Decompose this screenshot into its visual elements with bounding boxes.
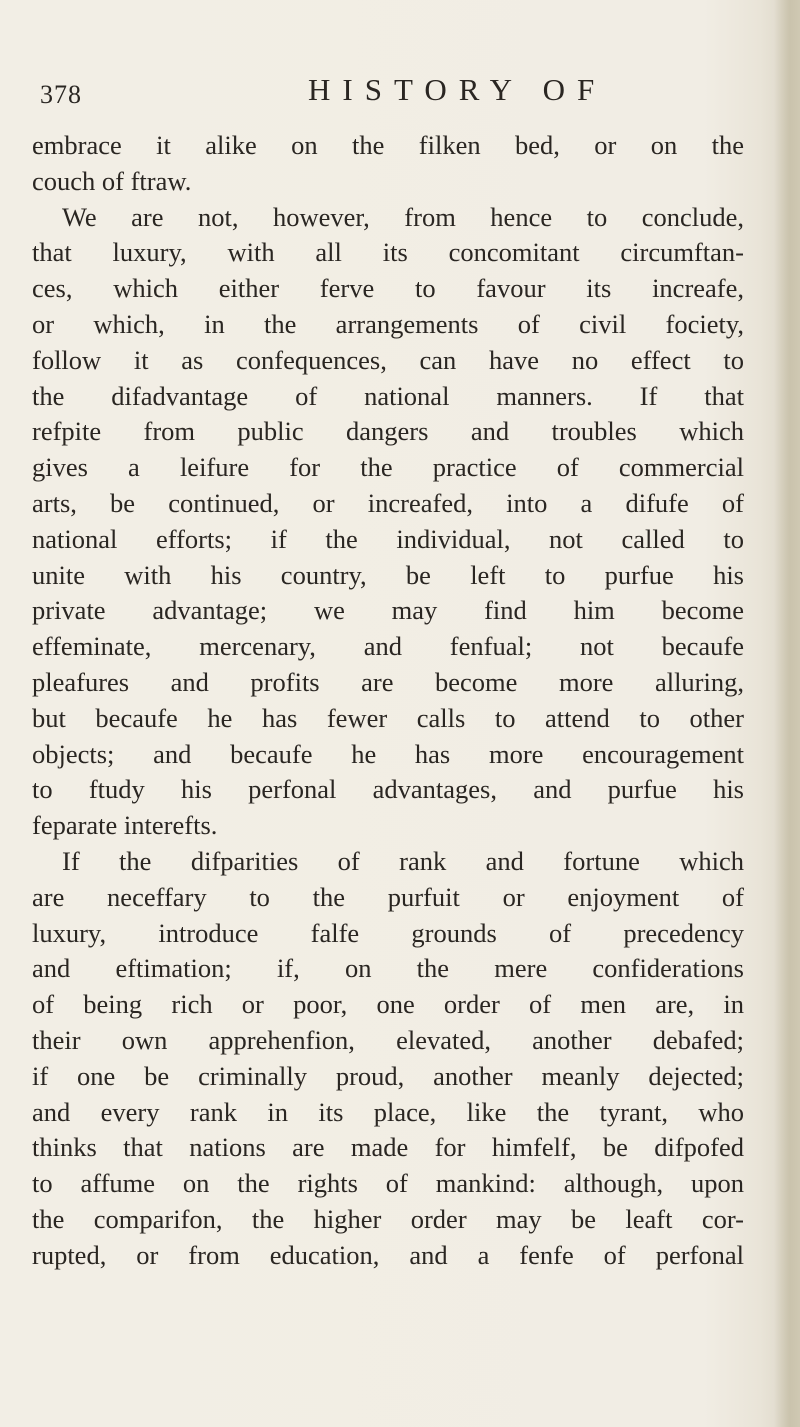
text-line: feparate interefts.	[32, 810, 218, 841]
text-line: private advantage; we may find him become	[32, 595, 744, 626]
text-line: or which, in the arrangements of civil fociety,	[32, 308, 744, 339]
page-number: 378	[40, 80, 82, 109]
text-line: that luxury, with all its concomitant circumftan-	[32, 237, 744, 268]
text-line: pleafures and profits are become more alluring,	[32, 666, 744, 697]
text-line: If the difparities of rank and fortune which	[62, 845, 744, 876]
text-line: and every rank in its place, like the tyrant, who	[32, 1096, 744, 1127]
text-line: the comparifon, the higher order may be leaft cor-	[32, 1203, 744, 1234]
text-line: refpite from public dangers and troubles which	[32, 416, 744, 447]
text-line: of being rich or poor, one order of men are, in	[32, 989, 744, 1020]
running-head: HISTORY OF	[308, 72, 607, 107]
text-line: couch of ftraw.	[32, 165, 192, 196]
text-line: to ftudy his perfonal advantages, and purfue his	[32, 774, 744, 805]
text-line: embrace it alike on the filken bed, or on the	[32, 130, 744, 160]
text-line: if one be criminally proud, another meanly dejected;	[32, 1060, 744, 1091]
text-line: but becaufe he has fewer calls to attend to other	[32, 702, 744, 733]
text-line: thinks that nations are made for himfelf, be difpofed	[32, 1132, 744, 1163]
text-line: and eftimation; if, on the mere confiderations	[32, 953, 744, 984]
text-line: arts, be continued, or increafed, into a difufe of	[32, 487, 744, 518]
text-line: We are not, however, from hence to conclude,	[62, 201, 744, 232]
page-header	[40, 68, 740, 108]
text-line: ces, which either ferve to favour its increafe,	[32, 273, 744, 304]
text-line: gives a leifure for the practice of commercial	[32, 452, 744, 483]
text-line: follow it as confequences, can have no effect to	[32, 344, 744, 375]
text-line: unite with his country, be left to purfue his	[32, 559, 744, 590]
text-line: rupted, or from education, and a fenfe of perfonal	[32, 1239, 744, 1270]
text-line: objects; and becaufe he has more encouragement	[32, 738, 744, 769]
text-line: to affume on the rights of mankind: although, upon	[32, 1168, 744, 1199]
text-line: luxury, introduce falfe grounds of precedency	[32, 917, 744, 948]
text-line: their own apprehenfion, elevated, another debafed;	[32, 1024, 744, 1055]
body-text	[32, 128, 744, 1274]
text-line: are neceffary to the purfuit or enjoyment of	[32, 881, 744, 912]
text-line: effeminate, mercenary, and fenfual; not becaufe	[32, 631, 744, 662]
text-line: national efforts; if the individual, not called to	[32, 523, 744, 554]
page-edge-shadow	[774, 0, 800, 1427]
text-line: the difadvantage of national manners. If that	[32, 380, 744, 411]
